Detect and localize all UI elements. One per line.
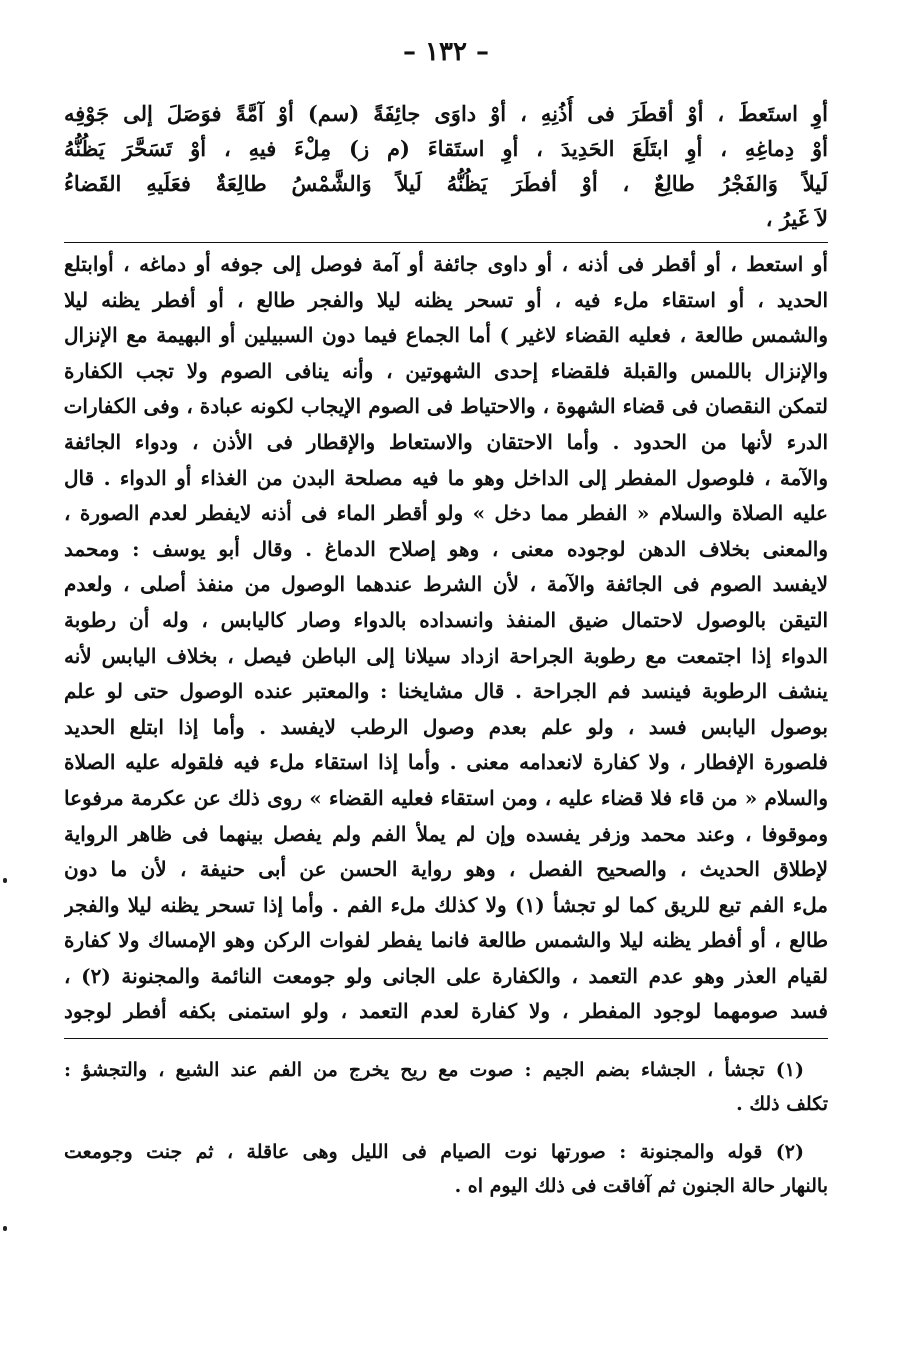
scan-speck (3, 1226, 7, 1231)
commentary-line: فسد صومهما لوجود المفطر ، ولا كفارة لعدم التعمد ، ولو استمنى بكفه أفطر لوجود (64, 999, 828, 1024)
commentary-line: لقيام العذر وهو عدم التعمد ، والكفارة على الجانى ولو جومعت النائمة والمجنونة (٢) ، (64, 963, 828, 988)
commentary-line: والإنزال باللمس والقبلة فلقضاء إحدى الشهوتين ، وأنه ينافى الصوم ولا تجب الكفارة (64, 358, 828, 383)
section-divider (64, 242, 828, 243)
commentary-line: بوصول اليابس فسد ، ولو علم بعدم وصول الرطب لايفسد . وأما إذا ابتلع الحديد (64, 714, 828, 739)
page-number: – ١٣٢ – (402, 37, 490, 67)
commentary-line: والسلام « من قاء فلا قضاء عليه ، ومن استقاء فعليه القضاء » روى ذلك عن عكرمة مرفوعا (64, 785, 828, 810)
footnote-divider (64, 1038, 828, 1039)
main-text-line: أوْ دِماغِهِ ، أوِ ابتَلَعَ الحَدِيدَ ، أوِ استَقاءَ (م ز) مِلْءَ فيهِ ، أوْ تَسَحَّرَ يَظُنُّهُ (64, 136, 828, 161)
footnote-line: تكلف ذلك . (736, 1093, 828, 1116)
footnote-2 (64, 1135, 828, 1203)
commentary-line: طالع ، أو أفطر يظنه ليلا والشمس طالعة فانما يفطر لفوات الركن وهو الإمساك ولا كفارة (64, 928, 828, 953)
commentary-line: التيقن بالوصول لاحتمال ضيق المنفذ وانسداده بالدواء وصار كاليابس ، وله أن رطوبة (64, 607, 828, 632)
main-text-block (64, 96, 828, 236)
footnote-line: بالنهار حالة الجنون ثم آفاقت فى ذلك اليوم اه . (454, 1175, 828, 1198)
footnote-1 (64, 1053, 828, 1121)
scan-speck (3, 878, 7, 883)
book-page (64, 30, 828, 1217)
footnote-line: (٢) قوله والمجنونة : صورتها نوت الصيام فى الليل وهى عاقلة ، ثم جنت وجومعت (64, 1141, 804, 1164)
commentary-line: لإطلاق الحديث ، والصحيح الفصل ، وهو رواية الحسن عن أبى حنيفة ، لأن ما دون (64, 857, 828, 882)
commentary-line: لتمكن النقصان فى قضاء الشهوة ، والاحتياط فى الصوم الإيجاب لكونه عبادة ، وفى الكفارات (64, 394, 828, 419)
commentary-line: والشمس طالعة ، فعليه القضاء لاغير ) أما الجماع فيما دون السبيلين أو البهيمة مع الإنزال (64, 323, 828, 348)
commentary-line: والآمة ، فلوصول المفطر إلى الداخل وهو ما فيه مصلحة البدن من الغذاء أو الدواء . قال (64, 465, 828, 490)
main-text-line: لَيلاً وَالفَجْرُ طالِعٌ ، أوْ أفطَرَ يَظُنُّهُ لَيلاً وَالشَّمْسُ طالِعَةٌ فعَلَيهِ القَضاءُ (64, 171, 828, 196)
commentary-line: ملء الفم تبع للريق كما لو تجشأ (١) ولا كذلك ملء الفم . وأما إذا تسحر يظنه ليلا والفجر (64, 892, 828, 917)
footnote-line: (١) تجشأ ، الجشاء بضم الجيم : صوت مع ريح يخرج من الفم عند الشبع ، والتجشؤ : (64, 1059, 804, 1082)
main-text-line: لاَ غَيرُ ، (765, 206, 828, 231)
main-text-line: أوِ استَعطَ ، أوْ أقطَرَ فى أُذُنِهِ ، أوْ داوَى جائِفَةً (سم) أوْ آمَّةً فوَصَلَ إلى جَوْفِه (64, 101, 828, 126)
commentary-line: فلصورة الإفطار ، ولا كفارة لانعدامه معنى . وأما إذا استقاء ملء فيه فلقوله عليه الصلاة (64, 750, 828, 775)
commentary-line: لايفسد الصوم فى الجائفة والآمة ، لأن الشرط عندهما الوصول من منفذ أصلى ، ولعدم (64, 572, 828, 597)
commentary-line: عليه الصلاة والسلام « الفطر مما دخل » ولو أقطر الماء فى أذنه لايفطر لعدم الصورة ، (64, 501, 828, 526)
commentary-line: وموقوفا ، وعند محمد وزفر يفسده وإن لم يملأ الفم ولم يفصل بينهما فى ظاهر الرواية (64, 821, 828, 846)
commentary-block (64, 247, 828, 1030)
commentary-line: الحديد ، أو استقاء ملء فيه ، أو تسحر يظنه ليلا والفجر طالع ، أو أفطر يظنه ليلا (64, 287, 828, 312)
commentary-line: ينشف الرطوبة فينسد فم الجراحة . قال مشايخنا : والمعتبر عنده الوصول حتى لو علم (64, 679, 828, 704)
commentary-line: أو استعط ، أو أقطر فى أذنه ، أو داوى جائفة أو آمة فوصل إلى جوفه أو دماغه ، أوابتلع (64, 252, 828, 276)
commentary-line: والمعنى بخلاف الدهن لوجوده معنى ، وهو إصلاح الدماغ . وقال أبو يوسف : ومحمد (64, 536, 828, 561)
commentary-line: الدواء إذا اجتمعت مع رطوبة الجراحة ازداد سيلانا إلى الباطن فيصل ، بخلاف اليابس لأنه (64, 643, 828, 668)
commentary-line: الدرء لأنها من الحدود . وأما الاحتقان والاستعاط والإقطار فى الأذن ، ودواء الجائفة (64, 429, 828, 454)
